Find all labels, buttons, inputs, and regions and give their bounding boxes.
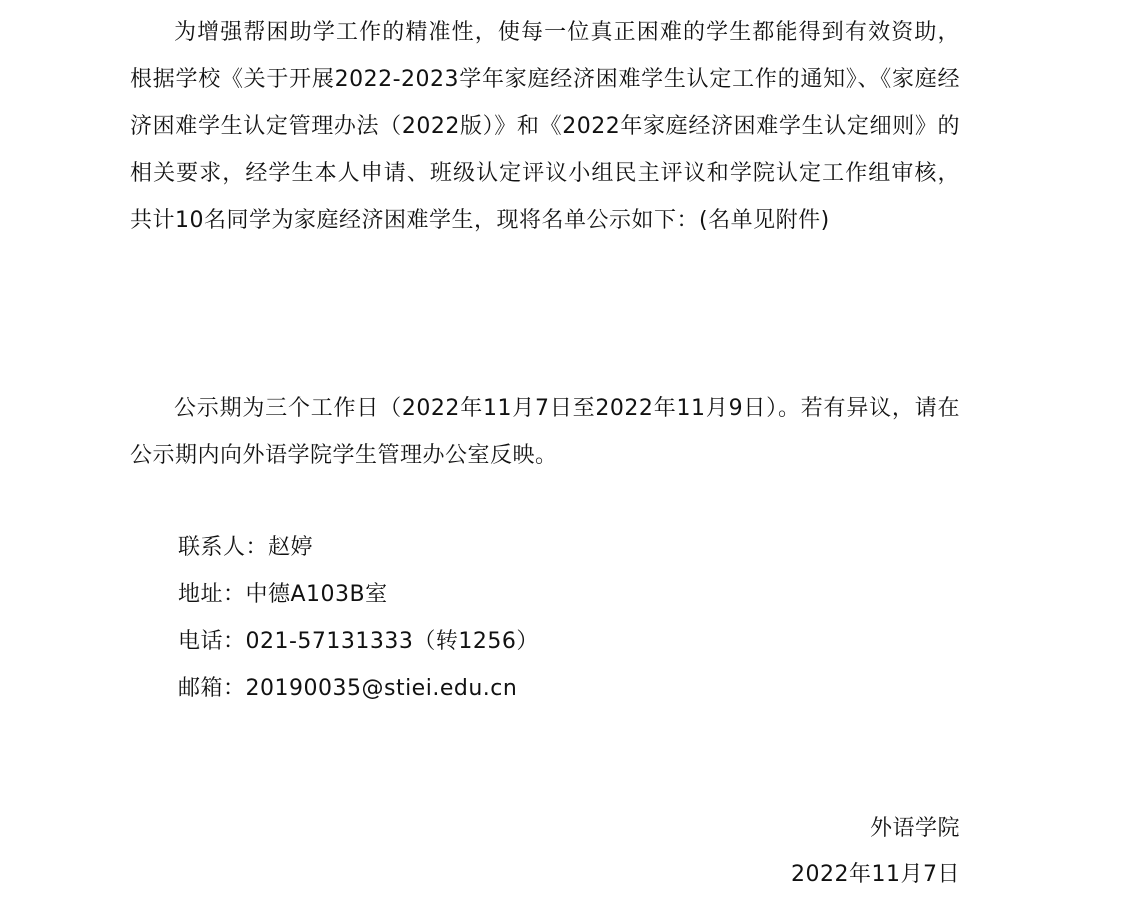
signature-date: 2022年11月7日 — [791, 862, 960, 887]
notice-paragraph-period: 公示期为三个工作日（2022年11月7日至2022年11月9日）。若有异议，请在公示期内向外语学院学生管理办公室反映。 — [130, 396, 960, 468]
contact-address: 地址：中德A103B室 — [178, 582, 388, 607]
notice-paragraph-main: 为增强帮困助学工作的精准性，使每一位真正困难的学生都能得到有效资助，根据学校《关于开展2022-2023学年家庭经济困难学生认定工作的通知》、《家庭经济困难学生认定管理办法（2022版）》和《2022年家庭经济困难学生认定细则》的相关要求，经学生本人申请、班级认定评议小组民主评议和学院认定工作组审核，共计10名同学为家庭经济困难学生，现将名单公示如下：(名单见附件) — [130, 20, 960, 233]
contact-phone: 电话：021-57131333（转1256） — [178, 629, 539, 654]
contact-person: 联系人：赵婷 — [178, 535, 314, 560]
contact-email: 邮箱：20190035@stiei.edu.cn — [178, 676, 518, 701]
signature-department: 外语学院 — [869, 816, 960, 841]
